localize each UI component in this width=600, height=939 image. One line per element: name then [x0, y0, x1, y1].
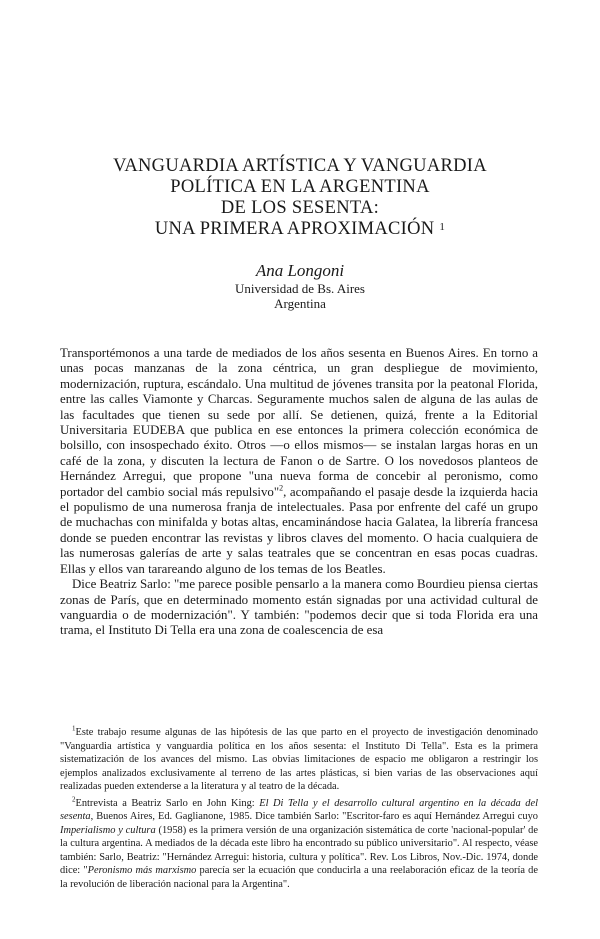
title-footnote-marker[interactable]: 1 [439, 221, 446, 233]
title-line-3: DE LOS SESENTA: [220, 198, 380, 218]
paragraph-1-text: Transportémonos a una tarde de mediados de los años sesenta en Buenos Aires. En torno a unas pocas manzanas de la zona céntrica, un gran despliegue de movimiento, modernización, ruptura, escándalo. Una multitud de jóvenes transita por la peatonal Florida, entre las calles Viamonte y Charcas. Seguramente muchos salen de alguna de las aulas de las facultades que tienen su sede por allí. Se detienen, quizá, frente a la Editorial Universitaria EUDEBA que publica en ese entonces la primera colección económica de bolsillo, con insospechado éxito. Otros —o ellos mismos— se instalan largas horas en un café de la zona, y discuten la lectura de Fanon o de Sartre. O los novedosos planteos de Hernández Arregui, que propone "una nueva forma de concebir al peronismo, como portador del cambio social más repulsivo" [60, 346, 538, 499]
footnote-2-quote-italic: Peronismo más marxismo [87, 865, 197, 876]
footnote-2-marker: 2 [72, 795, 76, 804]
title-line-1: VANGUARDIA ARTÍSTICA Y VANGUARDIA [113, 156, 487, 176]
title-line-4 [60, 219, 540, 240]
footnote-2-text-c: (1958) es la primera versión de una organización sistemática de corte 'nacional-popular' de la cultura argentina. A mediados de la década este libro ha encontrado su público universitario". Al respecto, véase también: Sarlo, Beatriz: "Hernández Arregui: historia, cultura y política". Rev. Los Libros, Nov.-Dic. 1974, donde dice: " [60, 824, 538, 876]
body-paragraph-1 [60, 346, 538, 577]
paragraph-1-text-cont: , acompañando el pasaje desde la izquierda hacia el populismo de una numerosa franja de intelectuales. Pasa por enfrente del café un grupo de muchachas con minifalda y botas altas, encaminándose hacia Galatea, la librería francesa donde se pueden encontrar las revistas y libros claves del momento. O hacia cualquiera de las numerosas galerías de arte y salas teatrales que se concentran en esas pocas cuadras. Ellas y ellos van tarareando alguno de los temas de los Beatles. [60, 484, 538, 576]
footnote-2-book-title-2: Imperialismo y cultura [60, 824, 156, 836]
title-line-2: POLÍTICA EN LA ARGENTINA [170, 177, 430, 197]
footnote-2 [60, 797, 538, 892]
footnote-ref-2[interactable]: 2 [279, 483, 284, 493]
footnote-2-book-title: El Di Tella y el desarrollo cultural argentino en la década del sesenta [60, 797, 538, 822]
article-body [60, 346, 538, 639]
body-paragraph-2: Dice Beatriz Sarlo: "me parece posible pensarlo a la manera como Bourdieu piensa ciertas zonas de París, que en determinado momento están signadas por una actividad cultural de vanguardia o de modernización". Y también: "podemos decir que si toda Florida era una trama, el Instituto Di Tella era una zona de coalescencia de esa [60, 577, 538, 638]
footnotes [60, 726, 538, 894]
affiliation-university: Universidad de Bs. Aires [235, 281, 365, 296]
footnote-2-text-a: Entrevista a Beatriz Sarlo en John King: [75, 797, 260, 809]
author-affiliation [0, 281, 600, 311]
footnote-1-marker: 1 [72, 724, 76, 733]
footnote-1-text: Este trabajo resume algunas de las hipótesis de las que parto en el proyecto de investigación denominado "Vanguardia artística y vanguardia política en los años sesenta: el Instituto Di Tella". Esta es la primera sistematización de los avances del mismo. Las obvias limitaciones de espacio me obligaron a restringir los ejemplos analizados exclusivamente al terreno de las artes plásticas, si bien varias de las observaciones aquí realizadas pueden extenderse a la literatura y al teatro de la década. [60, 727, 538, 792]
article-title [60, 156, 540, 240]
author-name: Ana Longoni [255, 261, 345, 280]
footnote-2-text-b: , Buenos Aires, Ed. Gaglianone, 1985. Dice también Sarlo: "Escritor-faro es aquí Hernández Arregui cuyo [90, 811, 538, 822]
title-line-4-text: UNA PRIMERA APROXIMACIÓN [154, 219, 435, 239]
footnote-2-text-d: parecía ser la ecuación que conducirla a una reelaboración eficaz de la teoría de la revolución de liberación nacional para la Argentina". [60, 865, 538, 890]
footnote-1 [60, 726, 538, 794]
affiliation-country: Argentina [274, 296, 326, 311]
